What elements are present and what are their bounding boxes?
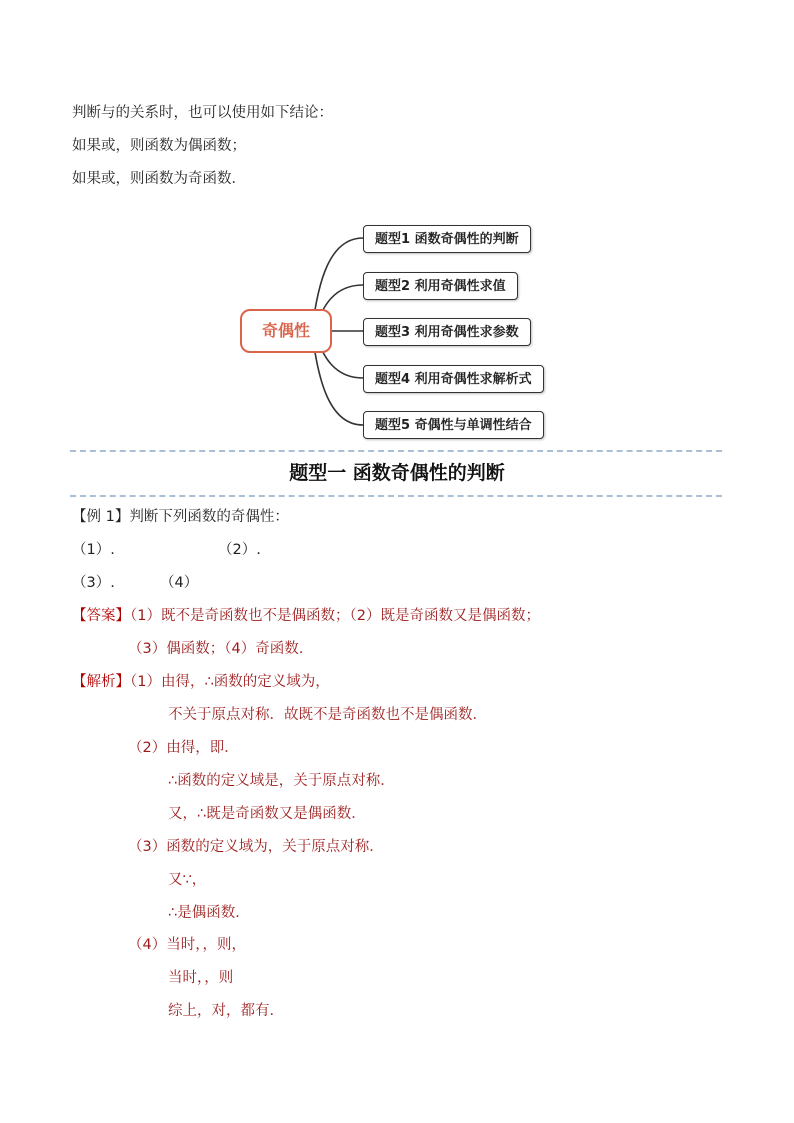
- analysis-text-1: （1）由得，∴函数的定义域为，: [130, 674, 330, 690]
- analysis-line-9: （4）当时，，则，: [128, 937, 246, 953]
- mindmap-node-1: 题型1 函数奇偶性的判断: [363, 225, 531, 253]
- analysis-line-5: 又，∴既是奇函数又是偶函数．: [168, 806, 366, 822]
- intro-line-3: 如果或，则函数为奇函数．: [72, 171, 246, 187]
- mindmap-node-3: 题型3 利用奇偶性求参数: [363, 318, 531, 346]
- example-question: [72, 505, 289, 526]
- section-divider-bottom: [70, 495, 722, 497]
- answer-label: 【答案】: [72, 608, 130, 624]
- analysis-line-2: 不关于原点对称．故既不是奇函数也不是偶函数．: [168, 707, 487, 723]
- analysis-label: 【解析】: [72, 674, 130, 690]
- section-title: 题型一 函数奇偶性的判断: [289, 462, 505, 484]
- analysis-line-6: （3）函数的定义域为，关于原点对称．: [128, 839, 384, 855]
- example-label: 【例 1】: [72, 509, 130, 525]
- analysis-line-11: 综上，对，都有．: [168, 1003, 284, 1019]
- analysis-line-8: ∴是偶函数．: [168, 905, 250, 921]
- analysis-line-7: 又∵，: [168, 872, 207, 888]
- mindmap-node-4: 题型4 利用奇偶性求解析式: [363, 365, 544, 393]
- intro-line-1: 判断与的关系时，也可以使用如下结论：: [72, 105, 333, 121]
- answer-text-1: （1）既不是奇函数也不是偶函数；（2）既是奇函数又是偶函数；: [130, 608, 540, 624]
- example-part-2: （2）.: [218, 542, 261, 558]
- example-part-3: （3）.: [72, 575, 115, 591]
- example-part-4: （4）: [160, 575, 199, 591]
- intro-line-2: 如果或，则函数为偶函数；: [72, 138, 246, 154]
- analysis-line-4: ∴函数的定义域是，关于原点对称．: [168, 773, 395, 789]
- analysis-line-1: [72, 670, 330, 691]
- section-divider-top: [70, 450, 722, 452]
- mindmap-root-node: 奇偶性: [240, 309, 332, 353]
- answer-line-1: [72, 604, 540, 625]
- analysis-line-3: （2）由得，即．: [128, 740, 239, 756]
- mindmap-node-5: 题型5 奇偶性与单调性结合: [363, 411, 544, 439]
- analysis-line-10: 当时，，则: [168, 970, 234, 986]
- answer-line-2: （3）偶函数；（4）奇函数.: [128, 641, 304, 657]
- example-text: 判断下列函数的奇偶性：: [129, 509, 289, 525]
- mindmap-node-2: 题型2 利用奇偶性求值: [363, 272, 518, 300]
- example-part-1: （1）.: [72, 542, 115, 558]
